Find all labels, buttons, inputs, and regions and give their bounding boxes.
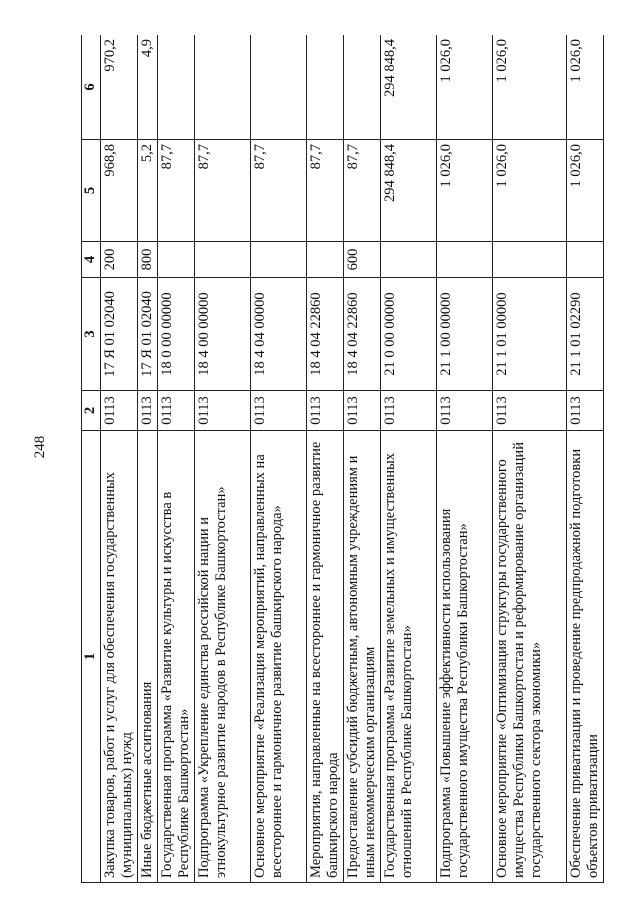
row-expense-type: 600: [344, 242, 381, 278]
budget-table: [81, 35, 604, 883]
row-amount-1: 87,7: [251, 140, 307, 242]
row-amount-2: 1 026,0: [437, 35, 493, 140]
table-row: [138, 35, 158, 883]
row-section-code: 0113: [381, 391, 437, 431]
row-name: Мероприятия, направленные на всестороннее и гармоничное развитие башкирского народа: [307, 431, 344, 883]
row-name: Закупка товаров, работ и услуг для обеспечения государственных (муниципальных) нужд: [101, 431, 138, 883]
row-section-code: 0113: [493, 391, 567, 431]
row-amount-2: [251, 35, 307, 140]
column-header-3: 3: [82, 278, 101, 391]
row-target-code: 18 4 04 22860: [307, 278, 344, 391]
column-header-1: 1: [82, 431, 101, 883]
row-name: Обеспечение приватизации и проведение предпродажной подготовки объектов приватизации: [567, 431, 604, 883]
row-amount-1: 1 026,0: [567, 140, 604, 242]
column-header-2: 2: [82, 391, 101, 431]
row-target-code: 18 0 00 00000: [158, 278, 195, 391]
row-name: Подпрограмма «Повышение эффективности использования государственного имущества Республики Башкортостан»: [437, 431, 493, 883]
row-amount-2: 294 848,4: [381, 35, 437, 140]
row-amount-1: 87,7: [158, 140, 195, 242]
row-name: Иные бюджетные ассигнования: [138, 431, 158, 883]
row-name: Государственная программа «Развитие культуры и искусства в Республике Башкортостан»: [158, 431, 195, 883]
column-header-4: 4: [82, 242, 101, 278]
table-row: [567, 35, 604, 883]
row-amount-2: [195, 35, 251, 140]
row-amount-1: 5,2: [138, 140, 158, 242]
row-target-code: 17 Я 01 02040: [101, 278, 138, 391]
table-row: [158, 35, 195, 883]
row-target-code: 21 0 00 00000: [381, 278, 437, 391]
table-row: [101, 35, 138, 883]
row-section-code: 0113: [158, 391, 195, 431]
table-region: [81, 35, 611, 883]
row-amount-2: 1 026,0: [493, 35, 567, 140]
row-expense-type: 200: [101, 242, 138, 278]
row-amount-1: 87,7: [344, 140, 381, 242]
rotated-table-container: [81, 35, 611, 883]
row-amount-1: 1 026,0: [493, 140, 567, 242]
row-expense-type: [158, 242, 195, 278]
table-row: [307, 35, 344, 883]
row-amount-1: 87,7: [195, 140, 251, 242]
row-amount-2: 4,9: [138, 35, 158, 140]
row-section-code: 0113: [251, 391, 307, 431]
row-section-code: 0113: [195, 391, 251, 431]
row-amount-1: 968,8: [101, 140, 138, 242]
row-section-code: 0113: [344, 391, 381, 431]
row-expense-type: 800: [138, 242, 158, 278]
row-amount-2: [307, 35, 344, 140]
row-expense-type: [251, 242, 307, 278]
table-row: [493, 35, 567, 883]
row-amount-2: 970,2: [101, 35, 138, 140]
header-row: [82, 35, 101, 883]
table-row: [381, 35, 437, 883]
row-section-code: 0113: [437, 391, 493, 431]
page-number: 248: [32, 435, 48, 459]
row-amount-2: 1 026,0: [567, 35, 604, 140]
row-target-code: 21 1 01 00000: [493, 278, 567, 391]
row-name: Предоставление субсидий бюджетным, автономным учреждениям и иным некоммерческим организациям: [344, 431, 381, 883]
row-section-code: 0113: [101, 391, 138, 431]
row-target-code: 18 4 00 00000: [195, 278, 251, 391]
table-row: [344, 35, 381, 883]
row-expense-type: [195, 242, 251, 278]
row-amount-1: 294 848,4: [381, 140, 437, 242]
row-amount-2: [158, 35, 195, 140]
column-header-6: 6: [82, 35, 101, 140]
row-name: Подпрограмма «Укрепление единства российской нации и этнокультурное развитие народов в Республике Башкортостан»: [195, 431, 251, 883]
row-name: Основное мероприятие «Реализация мероприятий, направленных на всестороннее и гармоничное развитие башкирского народа»: [251, 431, 307, 883]
row-expense-type: [307, 242, 344, 278]
row-name: Государственная программа «Развитие земельных и имущественных отношений в Республике Башкортостан»: [381, 431, 437, 883]
row-amount-1: 87,7: [307, 140, 344, 242]
column-header-5: 5: [82, 140, 101, 242]
row-amount-1: 1 026,0: [437, 140, 493, 242]
row-name: Основное мероприятие «Оптимизация структуры государственного имущества Республики Башкортостан и реформирование организаций государственного сектора экономики»: [493, 431, 567, 883]
row-expense-type: [493, 242, 567, 278]
row-target-code: 17 Я 01 02040: [138, 278, 158, 391]
row-target-code: 21 1 00 00000: [437, 278, 493, 391]
row-expense-type: [567, 242, 604, 278]
row-amount-2: [344, 35, 381, 140]
row-target-code: 21 1 01 02290: [567, 278, 604, 391]
table-row: [251, 35, 307, 883]
row-target-code: 18 4 04 22860: [344, 278, 381, 391]
table-row: [437, 35, 493, 883]
row-section-code: 0113: [567, 391, 604, 431]
row-expense-type: [437, 242, 493, 278]
table-row: [195, 35, 251, 883]
row-target-code: 18 4 04 00000: [251, 278, 307, 391]
row-expense-type: [381, 242, 437, 278]
row-section-code: 0113: [307, 391, 344, 431]
row-section-code: 0113: [138, 391, 158, 431]
